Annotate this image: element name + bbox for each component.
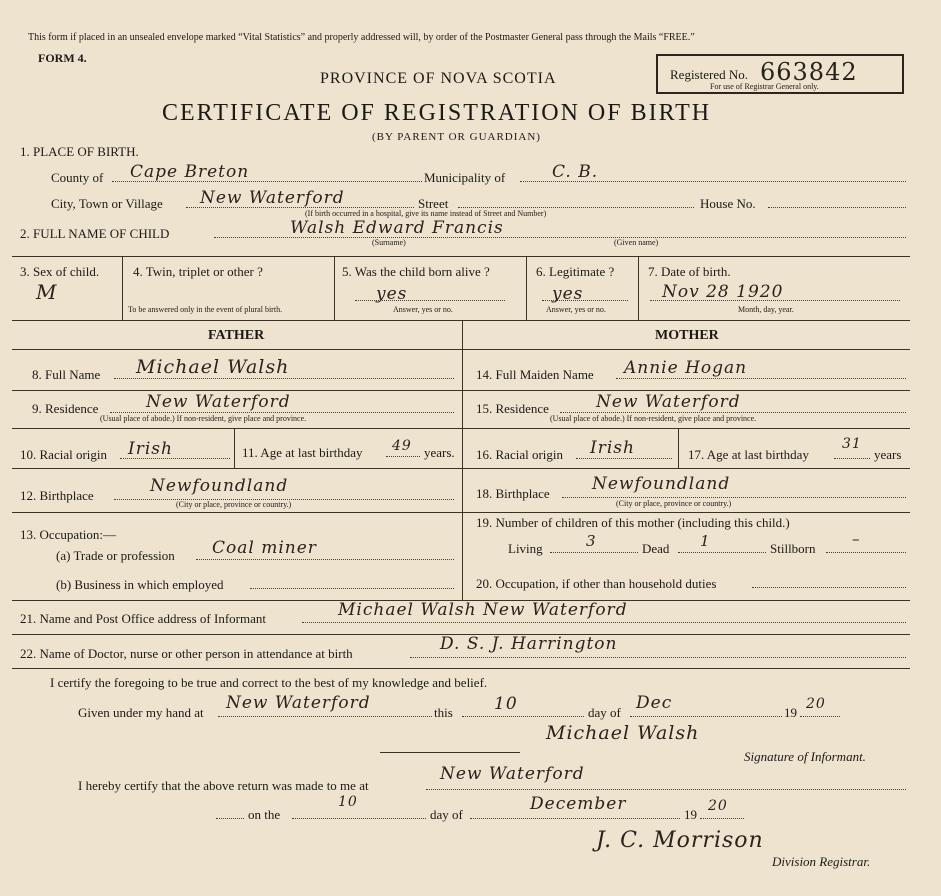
father-residence-note: (Usual place of abode.) If non-resident, give place and province. (100, 414, 307, 423)
this-label: this (434, 705, 453, 720)
alive-value: yes (376, 284, 408, 304)
given-place-value: New Waterford (226, 693, 371, 713)
mother-name-label: 14. Full Maiden Name (476, 367, 594, 382)
dead-label: Dead (642, 541, 670, 556)
registrar-statement: I hereby certify that the above return was made to me at (78, 778, 369, 793)
registrar-caption: Division Registrar. (772, 854, 871, 869)
registrar-year-prefix: 19 (684, 807, 697, 822)
legitimate-label: 6. Legitimate ? (536, 264, 615, 279)
registrar-day-value: 10 (338, 794, 358, 810)
municipality-value: C. B. (552, 162, 599, 182)
mother-age-label: 17. Age at last birthday (688, 447, 809, 462)
county-label: County of (51, 170, 104, 185)
twin-label: 4. Twin, triplet or other ? (133, 264, 263, 279)
surname-caption: (Surname) (372, 238, 406, 247)
house-label: House No. (700, 196, 756, 211)
mother-residence-label: 15. Residence (476, 401, 549, 416)
twin-note: To be answered only in the event of plural birth. (128, 305, 283, 314)
registrar-month-value: December (530, 794, 627, 814)
father-age-label: 11. Age at last birthday (242, 445, 363, 460)
dead-value: 1 (700, 532, 711, 550)
living-value: 3 (586, 532, 597, 550)
mother-birthplace-label: 18. Birthplace (476, 486, 550, 501)
sex-label: 3. Sex of child. (20, 264, 100, 279)
registered-label: Registered No. (670, 67, 748, 82)
father-birthplace-label: 12. Birthplace (20, 488, 94, 503)
given-day-of-label: day of (588, 705, 621, 720)
father-birthplace-value: Newfoundland (150, 476, 289, 496)
county-value: Cape Breton (130, 162, 250, 182)
informant-signature-caption: Signature of Informant. (744, 749, 866, 764)
mother-racial-label: 16. Racial origin (476, 447, 564, 462)
informant-signature: Michael Walsh (546, 722, 700, 744)
father-racial-label: 10. Racial origin (20, 447, 108, 462)
dob-note: Month, day, year. (738, 305, 794, 314)
mother-occupation-label: 20. Occupation, if other than household duties (476, 576, 717, 591)
given-month-value: Dec (636, 693, 673, 713)
mother-birthplace-value: Newfoundland (592, 474, 731, 494)
occupation-label: 13. Occupation:— (20, 527, 117, 542)
living-label: Living (508, 541, 543, 556)
father-name-label: 8. Full Name (32, 367, 101, 382)
city-label: City, Town or Village (51, 196, 163, 211)
postal-notice: This form if placed in an unsealed envelope marked “Vital Statistics” and properly addressed will, by order of the Postmaster General pass through the Mails “FREE.” (28, 32, 695, 43)
trade-value: Coal miner (212, 538, 317, 558)
street-label: Street (418, 196, 449, 211)
mother-heading: MOTHER (655, 328, 719, 343)
hospital-note: (If birth occurred in a hospital, give its name instead of Street and Number) (305, 209, 547, 218)
registrar-day-of-label: day of (430, 807, 463, 822)
registrar-year-value: 20 (708, 798, 728, 814)
sex-value: M (36, 280, 58, 304)
on-the-label: on the (248, 807, 281, 822)
informant-label: 21. Name and Post Office address of Informant (20, 611, 266, 626)
father-racial-value: Irish (128, 439, 173, 459)
father-years: years. (424, 445, 455, 460)
city-value: New Waterford (200, 188, 345, 208)
registered-value: 663842 (760, 58, 858, 86)
father-residence-value: New Waterford (146, 392, 291, 412)
municipality-label: Municipality of (424, 170, 506, 185)
mother-age-value: 31 (842, 436, 862, 452)
mother-name-value: Annie Hogan (624, 358, 748, 378)
given-year-value: 20 (806, 696, 826, 712)
certify-statement: I certify the foregoing to be true and correct to the best of my knowledge and belief. (50, 675, 488, 690)
mother-racial-value: Irish (590, 438, 635, 458)
mother-years: years (874, 447, 902, 462)
mother-residence-value: New Waterford (596, 392, 741, 412)
business-label: (b) Business in which employed (56, 577, 224, 592)
father-name-value: Michael Walsh (136, 356, 290, 378)
dob-value: Nov 28 1920 (662, 282, 784, 302)
mother-residence-note: (Usual place of abode.) If non-resident, give place and province. (550, 414, 757, 423)
given-name-caption: (Given name) (614, 238, 659, 247)
alive-label: 5. Was the child born alive ? (342, 264, 490, 279)
legitimate-note: Answer, yes or no. (546, 305, 606, 314)
doctor-label: 22. Name of Doctor, nurse or other person in attendance at birth (20, 646, 353, 661)
given-label: Given under my hand at (78, 705, 204, 720)
given-year-prefix: 19 (784, 705, 797, 720)
registrar-place-value: New Waterford (440, 764, 585, 784)
stillborn-value: – (852, 530, 861, 548)
informant-value: Michael Walsh New Waterford (338, 600, 628, 620)
trade-label: (a) Trade or profession (56, 548, 175, 563)
children-count-label: 19. Number of children of this mother (including this child.) (476, 515, 790, 530)
father-birthplace-note: (City or place, province or country.) (176, 500, 292, 509)
page-title: CERTIFICATE OF REGISTRATION OF BIRTH (162, 100, 712, 126)
child-name-value: Walsh Edward Francis (290, 218, 504, 238)
father-age-value: 49 (392, 438, 412, 454)
dob-label: 7. Date of birth. (648, 264, 731, 279)
form-number: FORM 4. (38, 51, 87, 65)
place-of-birth-label: 1. PLACE OF BIRTH. (20, 144, 139, 159)
registrar-note: For use of Registrar General only. (710, 82, 819, 91)
page-subtitle: (BY PARENT OR GUARDIAN) (372, 131, 541, 143)
mother-birthplace-note: (City or place, province or country.) (616, 499, 732, 508)
father-residence-label: 9. Residence (32, 401, 99, 416)
doctor-value: D. S. J. Harrington (440, 634, 618, 654)
alive-note: Answer, yes or no. (393, 305, 453, 314)
registrar-signature: J. C. Morrison (596, 828, 764, 853)
stillborn-label: Stillborn (770, 541, 816, 556)
province-title: PROVINCE OF NOVA SCOTIA (320, 70, 557, 87)
child-name-label: 2. FULL NAME OF CHILD (20, 226, 170, 241)
legitimate-value: yes (552, 284, 584, 304)
given-day-value: 10 (494, 694, 518, 714)
father-heading: FATHER (208, 328, 265, 343)
